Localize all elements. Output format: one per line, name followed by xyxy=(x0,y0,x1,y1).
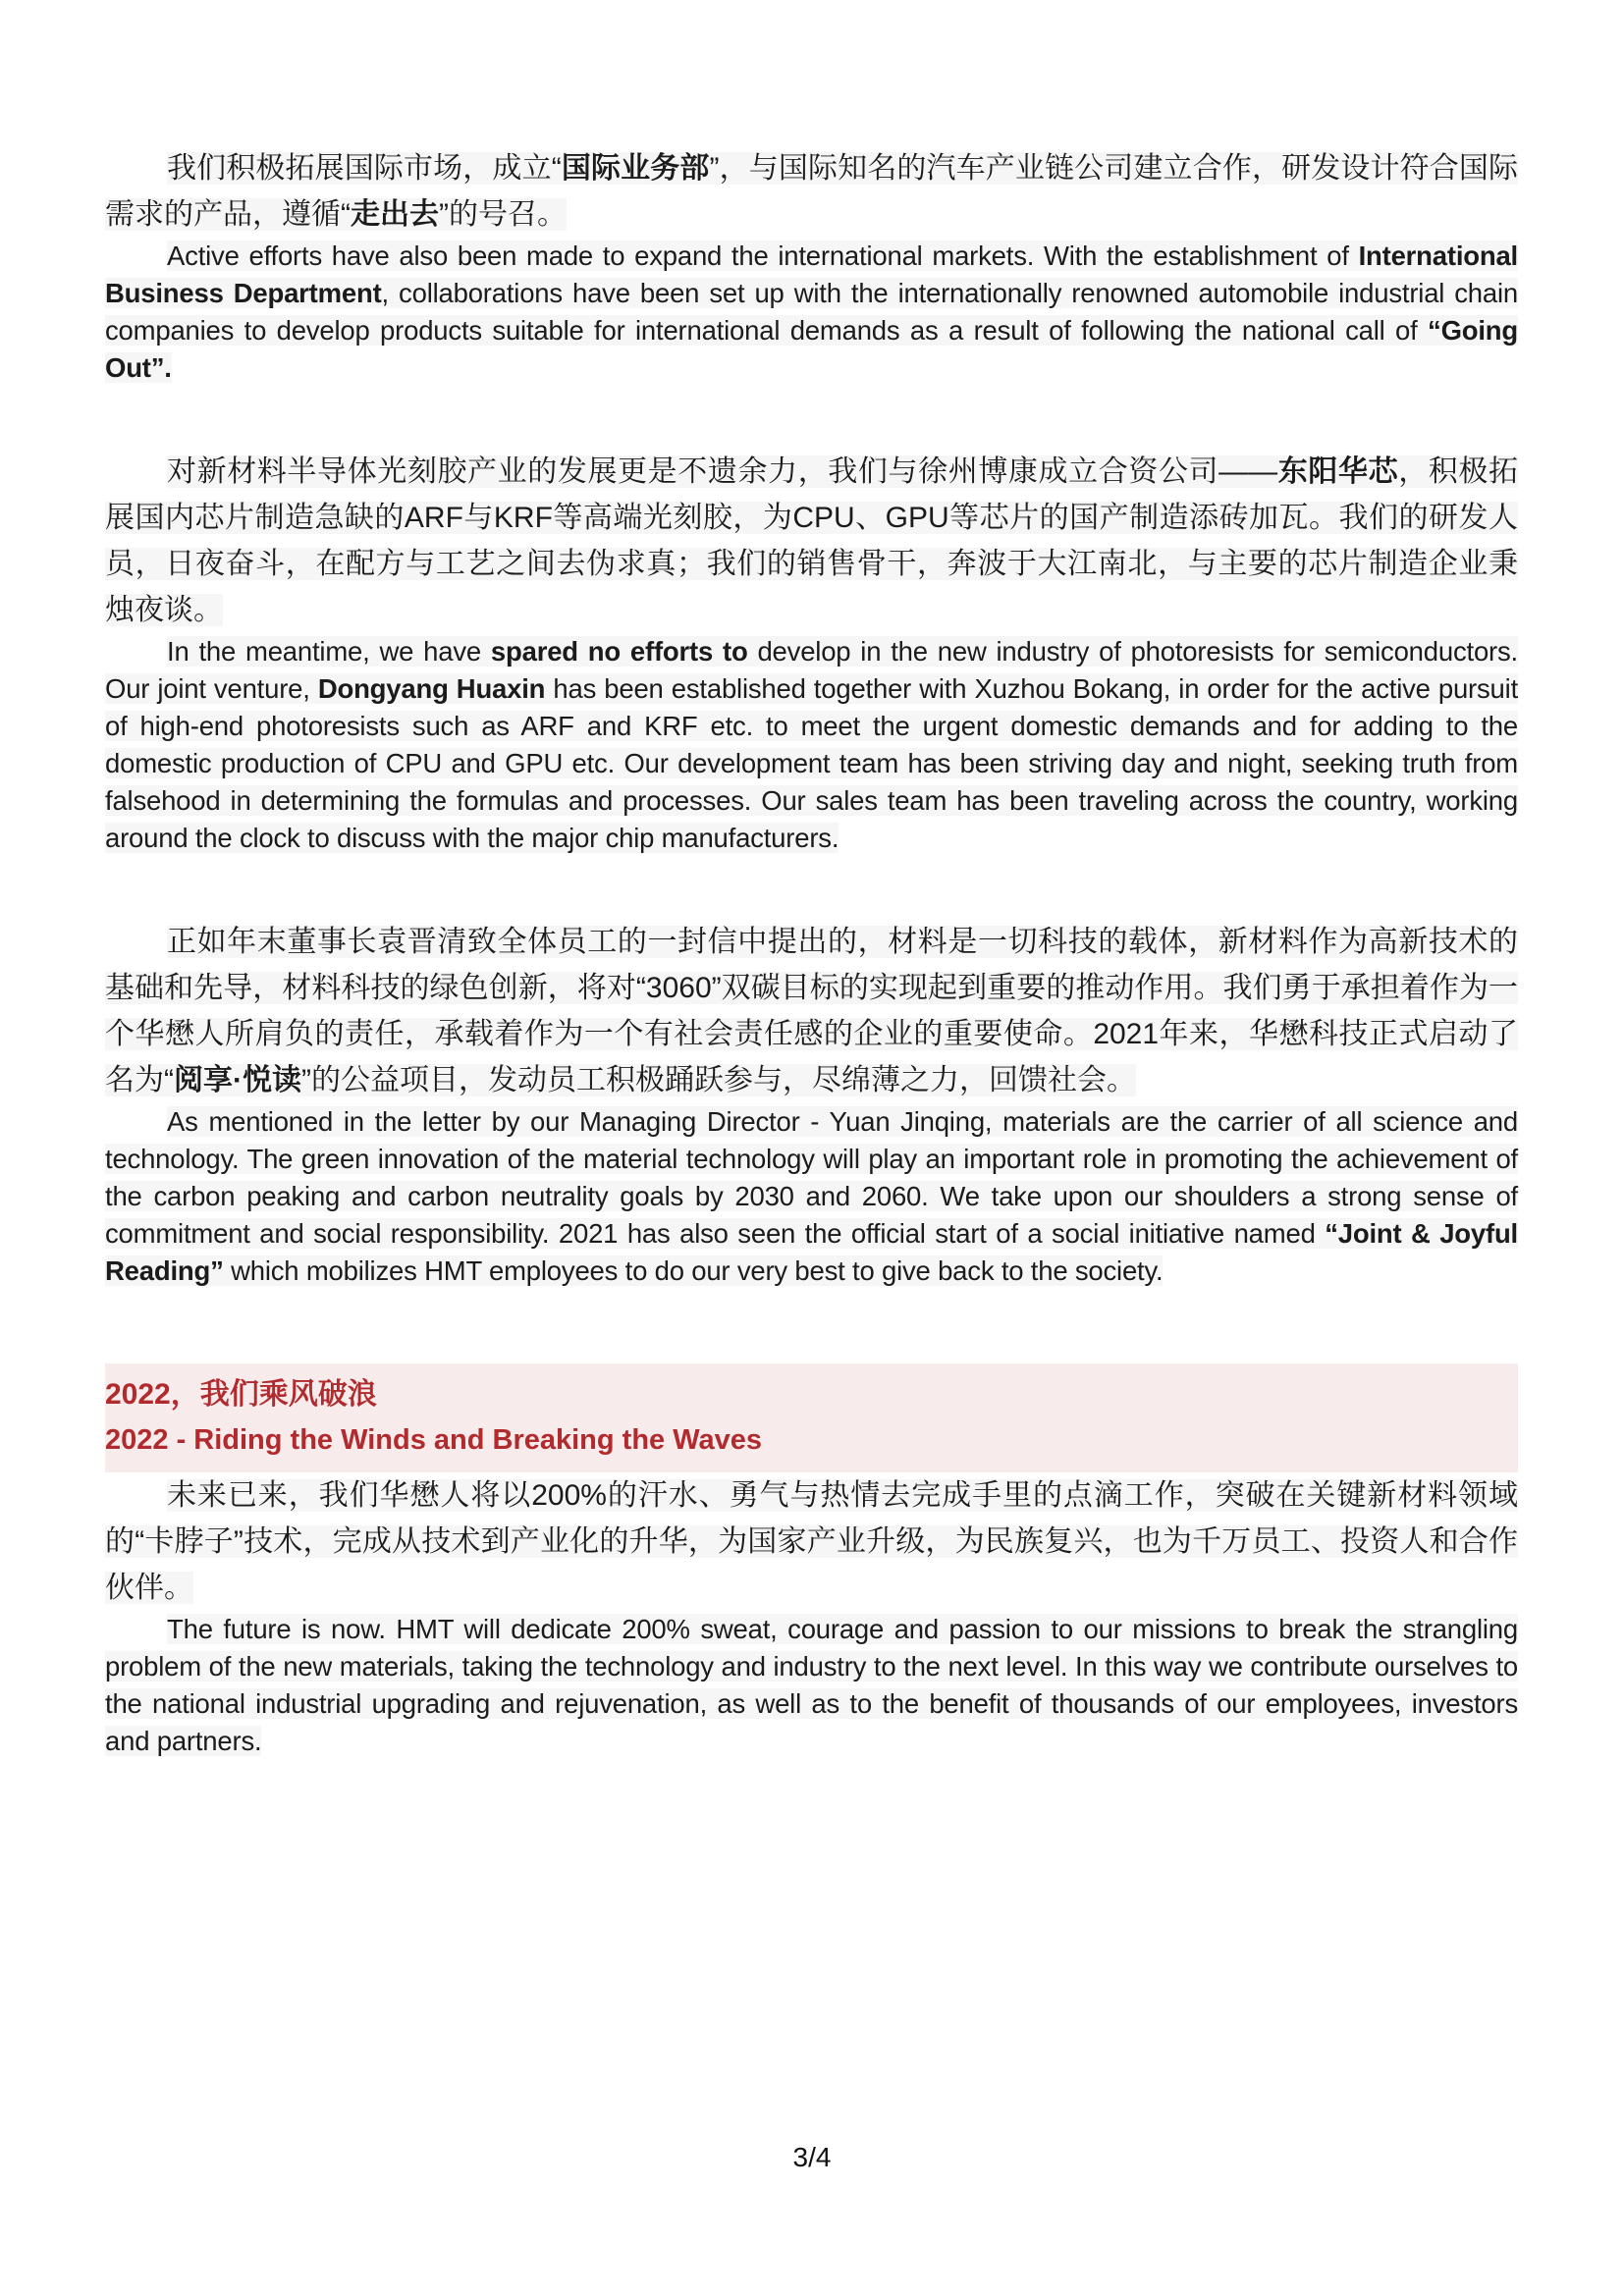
text-segment: 对新材料半导体光刻胶产业的发展更是不遗余力，我们与徐州博康成立合资公司—— xyxy=(167,455,1278,488)
para-cn-responsibility xyxy=(105,919,1518,1103)
document-body xyxy=(105,145,1518,1760)
paragraph-text xyxy=(105,1106,1518,1286)
para-en-responsibility xyxy=(105,1103,1518,1290)
text-segment: The future is now. HMT will dedicate 200% sweat, courage and passion to our missions to break the strangling problem of the new materials, taking the technology and industry to the next level. In this way we contribute ourselves to the national industrial upgrading and rejuvenation, as well as to the benefit of thousands of our employees, investors and partners. xyxy=(105,1614,1518,1756)
text-segment-bold: “Joint & Joyful Reading” xyxy=(105,1218,1518,1286)
text-segment: 未来已来，我们华懋人将以200%的汗水、勇气与热情去完成手里的点滴工作，突破在关键新材料领域的“卡脖子”技术，完成从技术到产业化的升华，为国家产业升级，为民族复兴，也为千万员工、投资人和合作伙伴。 xyxy=(105,1479,1518,1604)
text-segment: , collaborations have been set up with the internationally renowned automobile industrial chain companies to develop products suitable for international demands as a result of following the national call of xyxy=(105,278,1518,346)
text-segment: develop in the new industry of photoresists for semiconductors. Our joint venture, xyxy=(105,636,1518,704)
text-segment-bold: “Going Out”. xyxy=(105,315,1518,383)
text-segment: ”，与国际知名的汽车产业链公司建立合作，研发设计符合国际需求的产品，遵循“ xyxy=(105,152,1518,231)
text-segment-bold: International Business Department xyxy=(105,240,1518,308)
section-international xyxy=(105,145,1518,387)
text-segment-bold: spared no efforts to xyxy=(490,636,748,667)
text-segment: 正如年末董事长袁晋清致全体员工的一封信中提出的，材料是一切科技的载体，新材料作为高新技术的基础和先导，材料科技的绿色创新，将对“3060”双碳目标的实现起到重要的推动作用。我们勇于承担着作为一个华懋人所肩负的责任，承载着作为一个有社会责任感的企业的重要使命。2021年来，华懋科技正式启动了名为“ xyxy=(105,926,1518,1096)
text-segment-bold: 国际业务部 xyxy=(561,152,710,185)
heading-en: 2022 - Riding the Winds and Breaking the Waves xyxy=(105,1424,763,1456)
text-segment-bold: Dongyang Huaxin xyxy=(317,673,546,704)
paragraph-text xyxy=(105,636,1518,853)
text-segment-bold: 阅享·悦读 xyxy=(174,1064,301,1096)
text-segment: 我们积极拓展国际市场，成立“ xyxy=(167,152,562,185)
heading-cn: 2022，我们乘风破浪 xyxy=(105,1378,377,1411)
section-photoresists xyxy=(105,449,1518,857)
section-responsibility xyxy=(105,919,1518,1290)
paragraph-text xyxy=(105,152,1518,231)
para-cn-international xyxy=(105,145,1518,238)
paragraph-text xyxy=(105,926,1518,1096)
para-en-international xyxy=(105,238,1518,387)
text-segment: ”的公益项目，发动员工积极踊跃参与，尽绵薄之力，回馈社会。 xyxy=(301,1064,1136,1096)
section-2022 xyxy=(105,1363,1518,1760)
text-segment: has been established together with Xuzhou Bokang, in order for the active pursuit of high-end photoresists such as ARF and KRF etc. to meet the urgent domestic demands and for adding to the domestic production of CPU and GPU etc. Our development team has been striving day and night, seeking truth from falsehood in determining the formulas and processes. Our sales team has been traveling across the country, working around the clock to discuss with the major chip manufacturers. xyxy=(105,673,1519,853)
paragraph-text xyxy=(105,1614,1518,1756)
text-segment: In the meantime, we have xyxy=(167,636,491,667)
para-cn-photoresists xyxy=(105,449,1518,633)
text-segment: ，积极拓展国内芯片制造急缺的ARF与KRF等高端光刻胶，为CPU、GPU等芯片的国产制造添砖加瓦。我们的研发人员，日夜奋斗，在配方与工艺之间去伪求真；我们的销售骨干，奔波于大江南北，与主要的芯片制造企业秉烛夜谈。 xyxy=(105,455,1519,626)
text-segment: ”的号召。 xyxy=(439,198,567,231)
highlight-heading-block xyxy=(105,1363,1518,1472)
para-cn-future xyxy=(105,1472,1518,1611)
text-segment: As mentioned in the letter by our Managing Director - Yuan Jinqing, materials are the carrier of all science and technology. The green innovation of the material technology will play an important role in promoting the achievement of the carbon peaking and carbon neutrality goals by 2030 and 2060. We take upon our shoulders a strong sense of commitment and social responsibility. 2021 has also seen the official start of a social initiative named xyxy=(105,1106,1518,1249)
page-number: 3/4 xyxy=(792,2142,832,2172)
text-segment-bold: 东阳华芯 xyxy=(1277,455,1399,488)
text-segment-bold: 走出去 xyxy=(351,198,439,231)
text-segment: Active efforts have also been made to expand the international markets. With the establishment of xyxy=(167,240,1359,271)
text-segment: which mobilizes HMT employees to do our very best to give back to the society. xyxy=(223,1255,1164,1286)
paragraph-text xyxy=(105,240,1518,383)
paragraph-text xyxy=(105,1479,1518,1604)
paragraph-text xyxy=(105,455,1518,626)
para-en-photoresists xyxy=(105,633,1518,857)
para-en-future xyxy=(105,1611,1518,1760)
